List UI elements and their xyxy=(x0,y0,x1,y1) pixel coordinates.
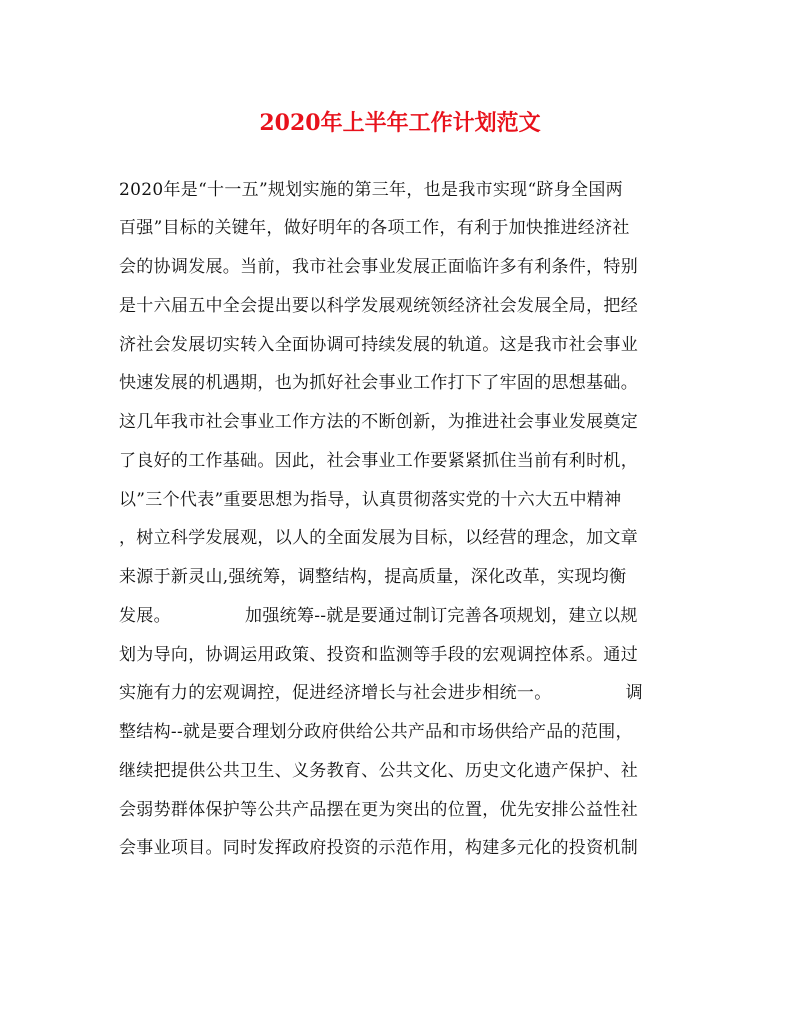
body-line: 实施有力的宏观调控，促进经济增长与社会进步相统一。 调 xyxy=(119,683,643,703)
body-line: 了良好的工作基础。因此，社会事业工作要紧紧抓住当前有利时机， xyxy=(119,451,638,471)
body-line: 会的协调发展。当前，我市社会事业发展正面临许多有利条件，特别 xyxy=(119,257,638,277)
body-line: 整结构--就是要合理划分政府供给公共产品和市场供给产品的范围， xyxy=(119,722,633,742)
body-line: 以”三个代表”重要思想为指导，认真贯彻落实党的十六大五中精神 xyxy=(119,490,622,510)
body-line: 划为导向，协调运用政策、投资和监测等手段的宏观调控体系。通过 xyxy=(119,645,638,665)
body-line: 快速发展的机遇期，也为抓好社会事业工作打下了牢固的思想基础。 xyxy=(119,373,638,393)
body-line: 发展。 加强统筹--就是要通过制订完善各项规划，建立以规 xyxy=(119,606,638,626)
body-line: 来源于新灵山,强统筹，调整结构，提高质量，深化改革，实现均衡 xyxy=(119,567,627,587)
body-line: 这几年我市社会事业工作方法的不断创新，为推进社会事业发展奠定 xyxy=(119,412,638,432)
body-line: 会弱势群体保护等公共产品摆在更为突出的位置，优先安排公益性社 xyxy=(119,800,638,820)
body-line: 2020年是“十一五”规划实施的第三年，也是我市实现“跻身全国两 xyxy=(119,180,623,200)
body-line: ，树立科学发展观，以人的全面发展为目标，以经营的理念，加文章 xyxy=(119,528,638,548)
body-line: 是十六届五中全会提出要以科学发展观统领经济社会发展全局，把经 xyxy=(119,296,638,316)
document-title: 2020年上半年工作计划范文 xyxy=(259,110,541,136)
body-line: 济社会发展切实转入全面协调可持续发展的轨道。这是我市社会事业 xyxy=(119,335,638,355)
body-line: 百强”目标的关键年，做好明年的各项工作，有利于加快推进经济社 xyxy=(119,218,630,238)
body-line: 继续把提供公共卫生、义务教育、公共文化、历史文化遗产保护、社 xyxy=(119,761,638,781)
body-line: 会事业项目。同时发挥政府投资的示范作用，构建多元化的投资机制 xyxy=(119,838,638,858)
